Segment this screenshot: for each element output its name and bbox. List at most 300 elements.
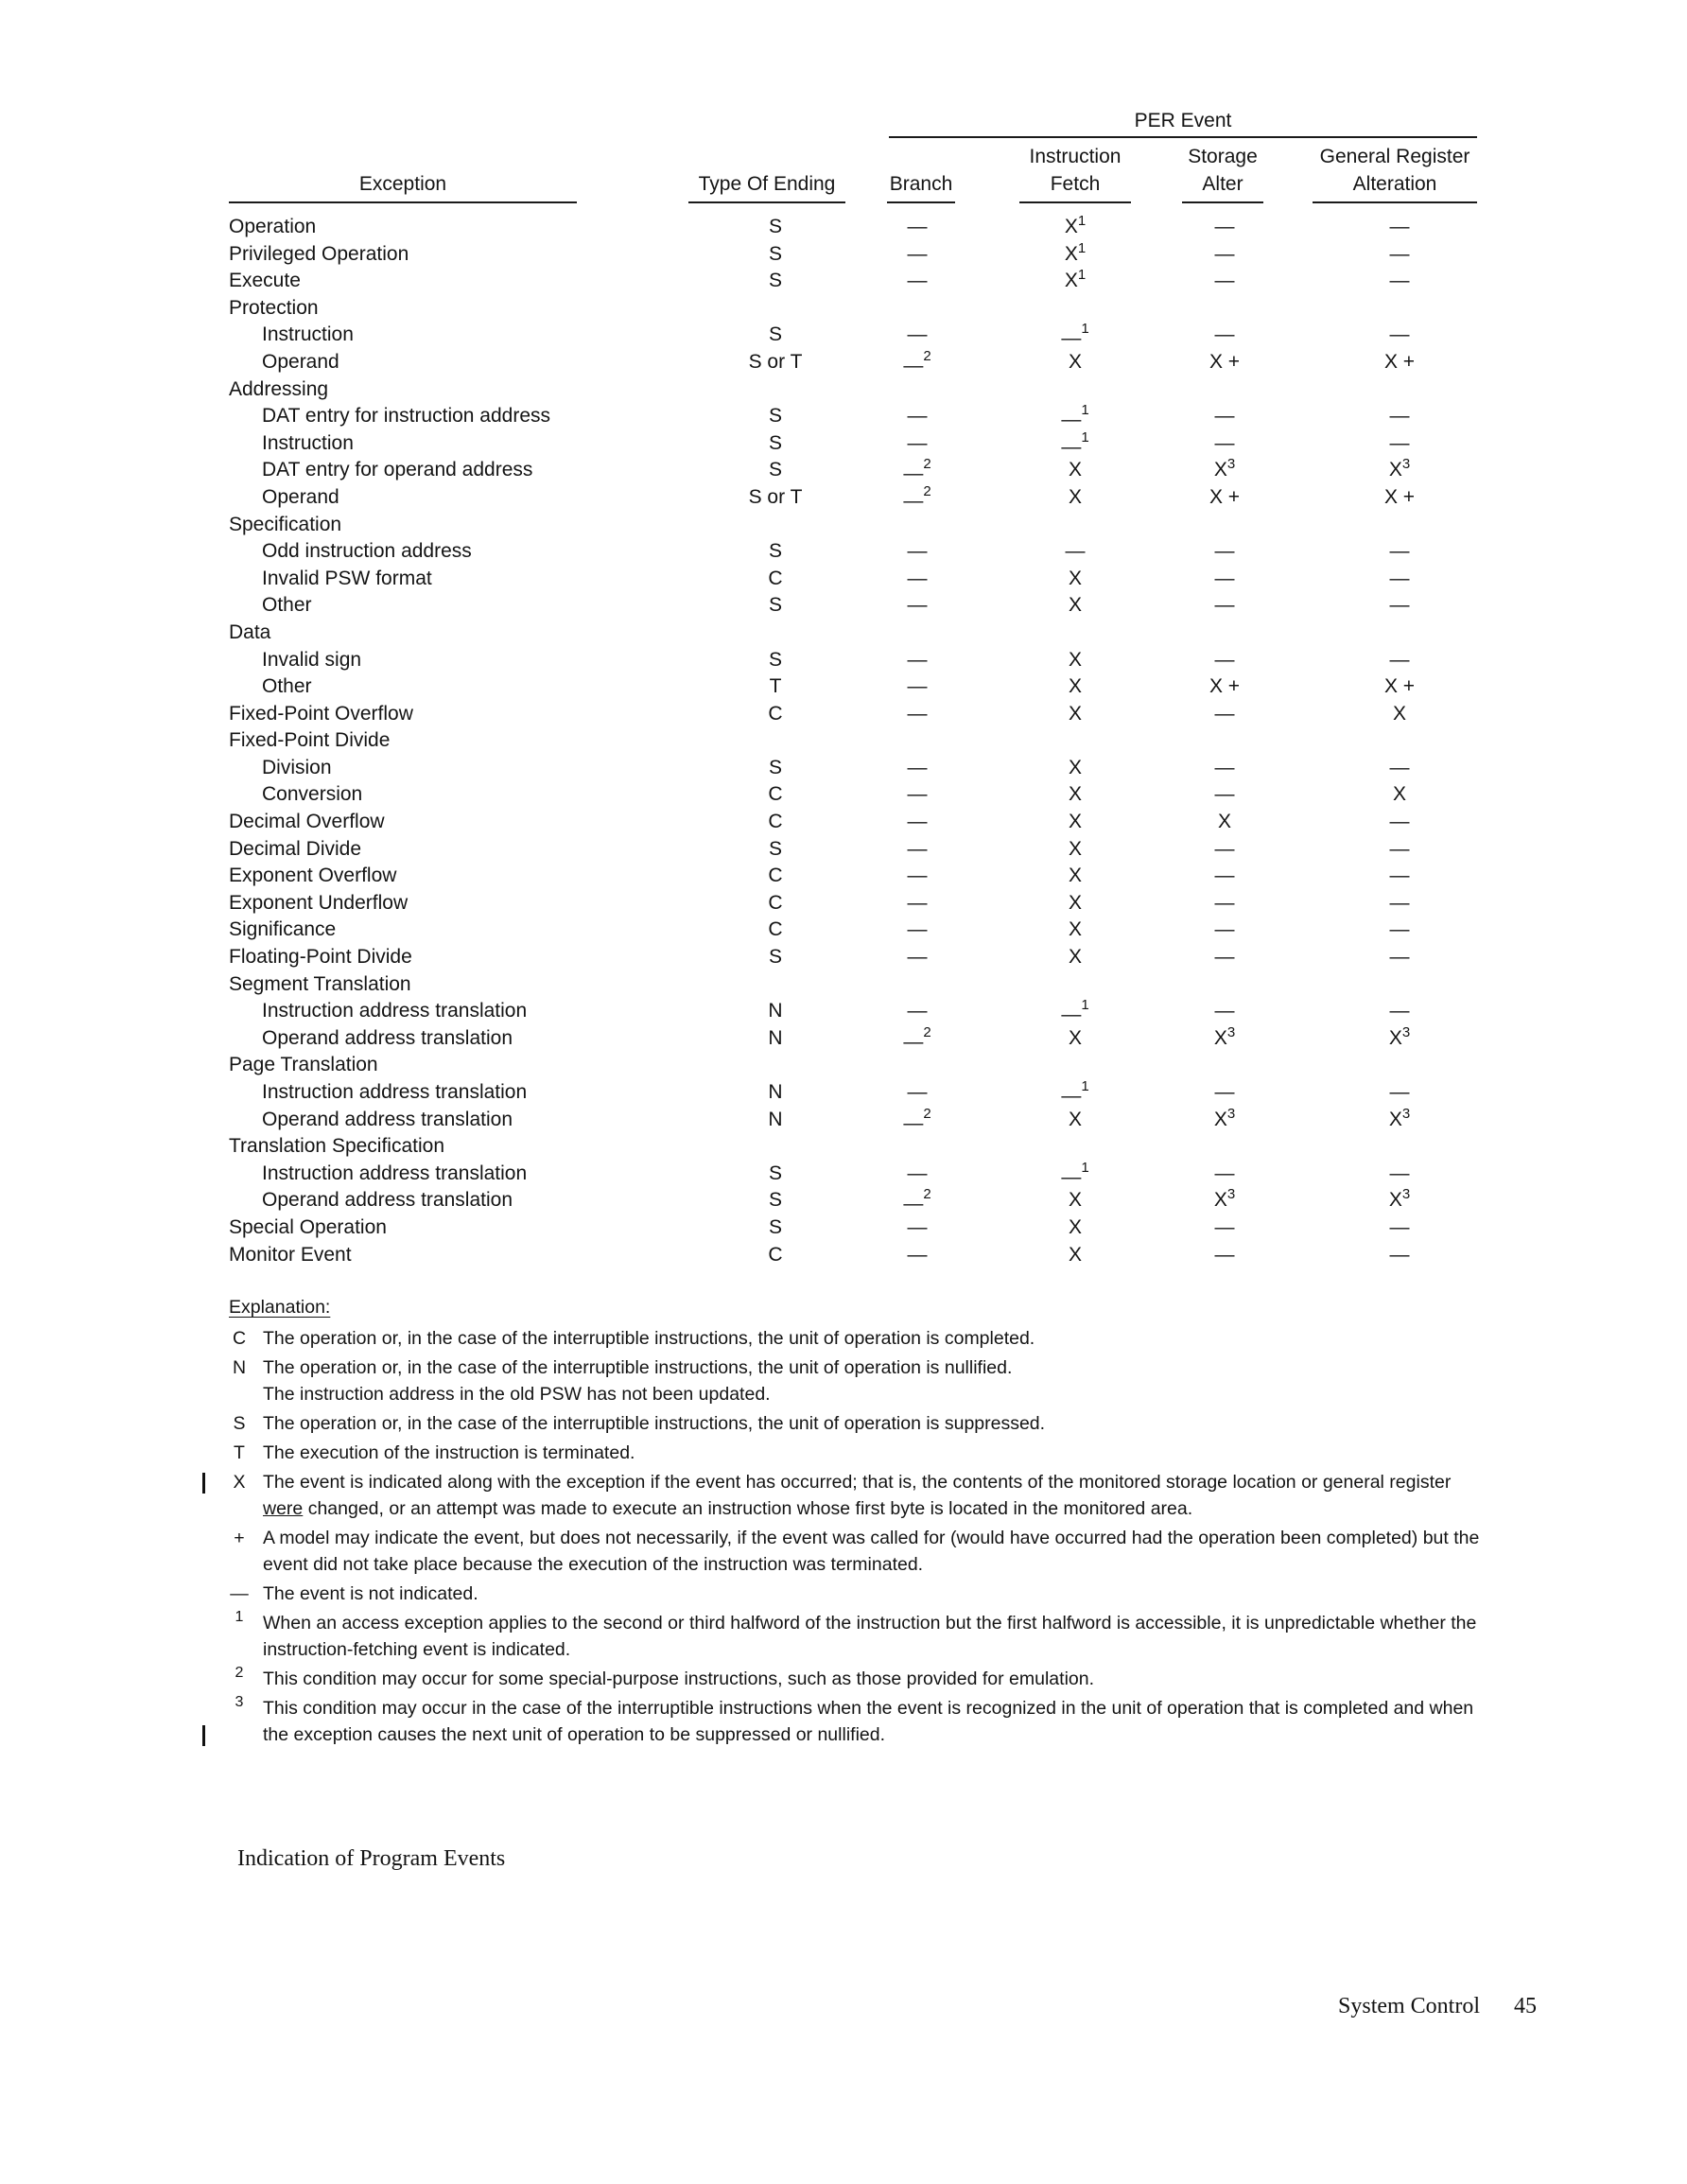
table-row (0, 512, 1687, 539)
general-register-cell (1352, 349, 1447, 376)
general-register-cell (1352, 484, 1447, 512)
branch-cell (879, 1107, 955, 1134)
type-of-ending-cell-value: C (768, 702, 783, 725)
type-of-ending-cell-value: S (768, 594, 782, 617)
column-header-general-register-alteration (1313, 143, 1477, 203)
type-of-ending-cell (700, 755, 851, 782)
instruction-fetch-cell (1037, 1161, 1113, 1188)
instruction-fetch-cell (1037, 701, 1113, 728)
branch-cell-value: — (907, 1000, 928, 1022)
instruction-fetch-cell-value: X (1068, 567, 1082, 589)
type-of-ending-cell-value: N (768, 1108, 783, 1130)
exception-name: DAT entry for operand address (262, 459, 533, 481)
note-key: — (230, 1583, 249, 1604)
storage-alter-cell-value: — (1214, 1000, 1235, 1022)
exception-name: Operand (262, 350, 339, 373)
storage-alter-cell (1182, 755, 1267, 782)
general-register-cell-value: — (1389, 567, 1410, 589)
explanation-note (229, 1610, 1496, 1663)
table-row (0, 268, 1687, 295)
instruction-fetch-cell-value: X (1068, 1026, 1082, 1049)
general-register-cell-value: X (1388, 1026, 1402, 1049)
storage-alter-cell (1182, 998, 1267, 1025)
storage-alter-cell-value: — (1214, 837, 1235, 860)
type-of-ending-cell (700, 809, 851, 836)
instruction-fetch-cell-value: X (1068, 702, 1082, 725)
general-register-cell-value: — (1389, 918, 1410, 941)
table-row (0, 620, 1687, 647)
footnote-reference: 2 (923, 1186, 931, 1203)
general-register-cell (1352, 241, 1447, 269)
type-of-ending-cell-value: S (768, 459, 782, 481)
general-register-cell-value: — (1389, 1215, 1410, 1238)
branch-cell-value: — (907, 270, 928, 292)
instruction-fetch-cell-value: X (1068, 675, 1082, 698)
general-register-cell (1352, 1187, 1447, 1214)
table-row-sub (0, 998, 1687, 1025)
instruction-fetch-cell-value: X (1068, 459, 1082, 481)
footnote-reference: 1 (1081, 402, 1089, 419)
instruction-fetch-cell-value: X (1068, 1108, 1082, 1130)
storage-alter-cell-value: — (1214, 216, 1235, 237)
general-register-cell-value: — (1389, 1000, 1410, 1022)
instruction-fetch-cell-value: — (1061, 1085, 1082, 1107)
footnote-reference: 3 (1226, 1186, 1236, 1203)
type-of-ending-cell (700, 1079, 851, 1107)
instruction-fetch-cell-value: X (1068, 837, 1082, 860)
explanation-note (229, 1666, 1496, 1692)
explanation-note (229, 1440, 1496, 1466)
type-of-ending-cell-value: C (768, 811, 783, 833)
exception-name: Translation Specification (229, 1135, 445, 1158)
storage-alter-cell-value: — (1214, 270, 1235, 292)
branch-cell (879, 1161, 955, 1188)
explanation-title: Explanation: (229, 1297, 331, 1318)
storage-alter-cell-value: — (1214, 1081, 1235, 1103)
type-of-ending-cell-value: N (768, 1026, 783, 1049)
type-of-ending-cell (700, 836, 851, 864)
type-of-ending-cell (700, 647, 851, 674)
table-row-sub (0, 1107, 1687, 1134)
footnote-reference: 3 (1226, 456, 1236, 473)
storage-alter-cell (1182, 403, 1267, 430)
instruction-fetch-cell-value: — (1061, 327, 1082, 350)
branch-cell-value: — (907, 783, 928, 806)
general-register-cell (1352, 592, 1447, 620)
footnote-reference: 2 (923, 1105, 931, 1122)
type-of-ending-cell-value: S (768, 1215, 782, 1238)
branch-cell (879, 1214, 955, 1242)
storage-alter-cell-value: — (1214, 702, 1235, 725)
general-register-cell-value: — (1389, 1243, 1410, 1266)
branch-cell-value: — (907, 594, 928, 617)
footnote-reference: 3 (1401, 456, 1411, 473)
branch-cell-value: — (907, 405, 928, 428)
explanation-note (229, 1469, 1496, 1522)
storage-alter-cell (1182, 566, 1267, 593)
instruction-fetch-cell-value: — (1061, 435, 1082, 458)
branch-cell-value: — (903, 1111, 924, 1134)
branch-cell-value: — (907, 865, 928, 887)
exception-name: Operand address translation (262, 1189, 513, 1212)
storage-alter-cell-value: — (1214, 648, 1235, 671)
running-head: Indication of Program Events (237, 1846, 506, 1871)
storage-alter-cell (1182, 241, 1267, 269)
storage-alter-cell (1182, 701, 1267, 728)
type-of-ending-cell-value: S or T (748, 485, 803, 508)
storage-alter-cell (1182, 1025, 1267, 1053)
branch-cell (879, 403, 955, 430)
type-of-ending-cell (700, 430, 851, 458)
column-header-fetch-line2: Fetch (1050, 173, 1101, 195)
branch-cell-value: — (903, 489, 924, 512)
column-header-branch-label: Branch (889, 173, 953, 195)
branch-cell (879, 836, 955, 864)
exception-name: Fixed-Point Overflow (229, 702, 413, 725)
instruction-fetch-cell (1037, 349, 1113, 376)
type-of-ending-cell-value: T (769, 675, 782, 698)
instruction-fetch-cell (1037, 322, 1113, 349)
instruction-fetch-cell-value: X (1068, 891, 1082, 914)
storage-alter-cell-value: — (1214, 918, 1235, 941)
storage-alter-cell (1182, 484, 1267, 512)
branch-cell (879, 538, 955, 566)
type-of-ending-cell-value: S (768, 837, 782, 860)
table-row-sub (0, 1025, 1687, 1053)
storage-alter-cell-value: X (1213, 1026, 1227, 1049)
type-of-ending-cell-value: S (768, 1189, 782, 1212)
column-rule (1313, 201, 1477, 203)
instruction-fetch-cell-value: — (1061, 1165, 1082, 1188)
type-of-ending-cell-value: C (768, 891, 783, 914)
exception-name: Fixed-Point Divide (229, 729, 391, 752)
storage-alter-cell-value: — (1214, 242, 1235, 265)
storage-alter-cell (1182, 538, 1267, 566)
exception-name: Invalid sign (262, 648, 362, 671)
exception-name: Privileged Operation (229, 242, 409, 265)
instruction-fetch-cell-value: X (1064, 270, 1078, 292)
column-rule (887, 201, 955, 203)
general-register-cell (1352, 647, 1447, 674)
storage-alter-cell (1182, 1107, 1267, 1134)
footnote-reference: 3 (1226, 1105, 1236, 1122)
exception-name: Operand address translation (262, 1108, 513, 1130)
general-register-cell-value: — (1389, 1162, 1410, 1184)
exception-name: Instruction (262, 323, 354, 346)
table-row (0, 1242, 1687, 1269)
section-name: System Control (1338, 1994, 1481, 2018)
general-register-cell-value: — (1389, 323, 1410, 346)
table-row-sub (0, 1079, 1687, 1107)
footnote-reference: 1 (1077, 267, 1087, 284)
storage-alter-cell (1182, 809, 1267, 836)
note-text: This condition may occur in the case of the interruptible instructions when the event is recognized in the unit of operation that is completed and when the exception causes the next unit of operation to be suppressed or nullified. (263, 1698, 1474, 1745)
table-row-sub (0, 484, 1687, 512)
exception-name: Protection (229, 296, 319, 319)
storage-alter-cell-value: X + (1209, 675, 1241, 698)
exception-name: Division (262, 756, 332, 778)
storage-alter-cell-value: — (1214, 567, 1235, 589)
note-key: N (232, 1357, 247, 1378)
general-register-cell (1352, 701, 1447, 728)
general-register-cell (1352, 781, 1447, 809)
type-of-ending-cell (700, 673, 851, 701)
general-register-cell (1352, 944, 1447, 971)
type-of-ending-cell (700, 241, 851, 269)
instruction-fetch-cell-value: X (1068, 1243, 1082, 1266)
type-of-ending-cell (700, 890, 851, 917)
general-register-cell-value: X (1392, 702, 1406, 725)
storage-alter-cell-value: — (1214, 323, 1235, 346)
branch-cell (879, 322, 955, 349)
explanation-note (229, 1354, 1496, 1407)
storage-alter-cell-value: — (1214, 1162, 1235, 1184)
storage-alter-cell-value: X (1213, 1189, 1227, 1212)
type-of-ending-cell (700, 701, 851, 728)
note-text: The execution of the instruction is terminated. (263, 1442, 635, 1463)
column-header-instruction-fetch (1019, 143, 1131, 203)
general-register-cell-value: — (1389, 242, 1410, 265)
exception-name: Addressing (229, 377, 329, 400)
general-register-cell-value: X + (1383, 350, 1416, 373)
page-footer (1338, 1994, 1537, 2019)
footnote-reference: 3 (1226, 1023, 1236, 1040)
table-row (0, 241, 1687, 269)
instruction-fetch-cell (1037, 836, 1113, 864)
storage-alter-cell (1182, 1161, 1267, 1188)
table-row (0, 890, 1687, 917)
explanation-note (229, 1410, 1496, 1437)
column-header-storage-line2: Alter (1202, 173, 1244, 195)
column-header-branch (887, 170, 955, 203)
exception-name: Operation (229, 216, 317, 237)
note-text: The event is not indicated. (263, 1583, 478, 1604)
exception-name: Segment Translation (229, 972, 411, 995)
page-number: 45 (1514, 1994, 1538, 2018)
instruction-fetch-cell-value: — (1061, 1004, 1082, 1026)
branch-cell (879, 1079, 955, 1107)
exception-name: Instruction address translation (262, 1000, 528, 1022)
instruction-fetch-cell-value: X (1068, 811, 1082, 833)
table-row (0, 701, 1687, 728)
instruction-fetch-cell-value: X (1068, 485, 1082, 508)
instruction-fetch-cell (1037, 673, 1113, 701)
storage-alter-cell-value: X (1213, 1108, 1227, 1130)
instruction-fetch-cell (1037, 566, 1113, 593)
table-row (0, 944, 1687, 971)
storage-alter-cell (1182, 214, 1267, 241)
storage-alter-cell-value: — (1214, 783, 1235, 806)
type-of-ending-cell-value: S (768, 756, 782, 778)
table-row (0, 376, 1687, 404)
instruction-fetch-cell-value: — (1065, 540, 1086, 563)
storage-alter-cell-value: X + (1209, 350, 1241, 373)
type-of-ending-cell-value: S (768, 216, 782, 237)
storage-alter-cell-value: X (1213, 459, 1227, 481)
column-rule (229, 201, 577, 203)
instruction-fetch-cell (1037, 592, 1113, 620)
exception-name: Significance (229, 918, 337, 941)
storage-alter-cell (1182, 1214, 1267, 1242)
storage-alter-cell (1182, 863, 1267, 890)
branch-cell-value: — (907, 946, 928, 969)
note-text: The operation or, in the case of the interruptible instructions, the unit of operation is suppressed. (263, 1413, 1046, 1434)
table-row-sub (0, 349, 1687, 376)
branch-cell (879, 647, 955, 674)
note-text: This condition may occur for some special-purpose instructions, such as those provided for emulation. (263, 1669, 1095, 1689)
type-of-ending-cell-value: C (768, 1243, 783, 1266)
instruction-fetch-cell (1037, 890, 1113, 917)
footnote-reference: 2 (923, 1023, 931, 1040)
branch-cell (879, 701, 955, 728)
storage-alter-cell (1182, 268, 1267, 295)
branch-cell (879, 863, 955, 890)
general-register-cell-value: — (1389, 891, 1410, 914)
table-row (0, 971, 1687, 999)
general-register-cell (1352, 917, 1447, 944)
type-of-ending-cell-value: S (768, 405, 782, 428)
general-register-cell-value: — (1389, 405, 1410, 428)
instruction-fetch-cell-value: X (1068, 1189, 1082, 1212)
type-of-ending-cell-value: S (768, 431, 782, 454)
instruction-fetch-cell (1037, 863, 1113, 890)
type-of-ending-cell-value: S or T (748, 350, 803, 373)
general-register-cell (1352, 673, 1447, 701)
general-register-cell (1352, 836, 1447, 864)
general-register-cell (1352, 1214, 1447, 1242)
type-of-ending-cell-value: S (768, 540, 782, 563)
type-of-ending-cell (700, 214, 851, 241)
footnote-reference: 1 (1081, 321, 1089, 338)
branch-cell-value: — (907, 1243, 928, 1266)
general-register-cell-value: — (1389, 431, 1410, 454)
type-of-ending-cell-value: N (768, 1081, 783, 1103)
branch-cell (879, 809, 955, 836)
branch-cell-value: — (907, 702, 928, 725)
table-row (0, 917, 1687, 944)
exception-name: Conversion (262, 783, 363, 806)
type-of-ending-cell-value: S (768, 242, 782, 265)
type-of-ending-cell-value: C (768, 865, 783, 887)
exception-name: Specification (229, 513, 342, 535)
revision-bar (202, 1473, 205, 1494)
general-register-cell (1352, 755, 1447, 782)
storage-alter-cell (1182, 1187, 1267, 1214)
branch-cell-value: — (907, 540, 928, 563)
explanation-section (229, 1294, 1496, 1748)
type-of-ending-cell (700, 403, 851, 430)
storage-alter-cell-value: X (1217, 811, 1231, 833)
branch-cell (879, 1025, 955, 1053)
storage-alter-cell (1182, 917, 1267, 944)
branch-cell (879, 566, 955, 593)
table-row-sub (0, 673, 1687, 701)
general-register-cell (1352, 1242, 1447, 1269)
instruction-fetch-cell (1037, 214, 1113, 241)
table-row-sub (0, 457, 1687, 484)
branch-cell-value: — (907, 1215, 928, 1238)
branch-cell (879, 781, 955, 809)
table-row-sub (0, 430, 1687, 458)
exception-name: Exponent Underflow (229, 891, 409, 914)
branch-cell-value: — (907, 675, 928, 698)
general-register-cell (1352, 863, 1447, 890)
instruction-fetch-cell (1037, 1214, 1113, 1242)
branch-cell-value: — (907, 431, 928, 454)
type-of-ending-cell (700, 1025, 851, 1053)
storage-alter-cell (1182, 1242, 1267, 1269)
branch-cell (879, 673, 955, 701)
branch-cell-value: — (907, 837, 928, 860)
instruction-fetch-cell (1037, 647, 1113, 674)
storage-alter-cell-value: — (1214, 756, 1235, 778)
note-text: When an access exception applies to the second or third halfword of the instruction but the first halfword is accessible, it is unpredictable whether the instruction-fetching event is indicated. (263, 1613, 1477, 1660)
general-register-cell (1352, 890, 1447, 917)
general-register-cell-value: — (1389, 540, 1410, 563)
instruction-fetch-cell-value: X (1068, 648, 1082, 671)
instruction-fetch-cell-value: X (1068, 783, 1082, 806)
general-register-cell (1352, 457, 1447, 484)
storage-alter-cell (1182, 647, 1267, 674)
note-text: A model may indicate the event, but does not necessarily, if the event was called for (would have occurred had the operation been completed) but the event did not take place because the execution of the instruction was terminated. (263, 1528, 1480, 1575)
footnote-reference: 2 (923, 482, 931, 499)
branch-cell (879, 349, 955, 376)
branch-cell (879, 214, 955, 241)
type-of-ending-cell (700, 457, 851, 484)
general-register-cell (1352, 214, 1447, 241)
table-row-sub (0, 592, 1687, 620)
storage-alter-cell-value: — (1214, 891, 1235, 914)
type-of-ending-cell-value: C (768, 918, 783, 941)
exception-name: Odd instruction address (262, 540, 472, 563)
footnote-reference: 1 (1077, 213, 1087, 229)
general-register-cell (1352, 538, 1447, 566)
column-header-storage-line1: Storage (1188, 146, 1258, 167)
explanation-note (229, 1581, 1496, 1607)
general-register-cell-value: — (1389, 594, 1410, 617)
exception-name: Instruction address translation (262, 1162, 528, 1184)
branch-cell-value: — (907, 216, 928, 237)
instruction-fetch-cell-value: X (1068, 350, 1082, 373)
explanation-note (229, 1325, 1496, 1352)
general-register-cell-value: — (1389, 865, 1410, 887)
note-key: 2 (235, 1665, 244, 1681)
table-row (0, 863, 1687, 890)
column-header-exception (229, 170, 577, 203)
storage-alter-cell-value: — (1214, 1215, 1235, 1238)
table-row-sub (0, 1161, 1687, 1188)
branch-cell (879, 917, 955, 944)
type-of-ending-cell (700, 917, 851, 944)
branch-cell-value: — (903, 1193, 924, 1215)
exception-name: Decimal Overflow (229, 811, 385, 833)
note-key: 3 (235, 1694, 244, 1710)
table-row (0, 809, 1687, 836)
storage-alter-cell (1182, 322, 1267, 349)
general-register-cell (1352, 268, 1447, 295)
storage-alter-cell (1182, 592, 1267, 620)
general-register-cell-value: X + (1383, 485, 1416, 508)
storage-alter-cell-value: — (1214, 1243, 1235, 1266)
instruction-fetch-cell (1037, 430, 1113, 458)
storage-alter-cell-value: — (1214, 431, 1235, 454)
instruction-fetch-cell-value: X (1068, 594, 1082, 617)
table-row-sub (0, 538, 1687, 566)
table-row (0, 1133, 1687, 1161)
note-text-part: changed, or an attempt was made to execute an instruction whose first byte is located in the monitored area. (303, 1498, 1193, 1519)
footnote-reference: 1 (1081, 997, 1089, 1014)
exception-name: Other (262, 675, 312, 698)
